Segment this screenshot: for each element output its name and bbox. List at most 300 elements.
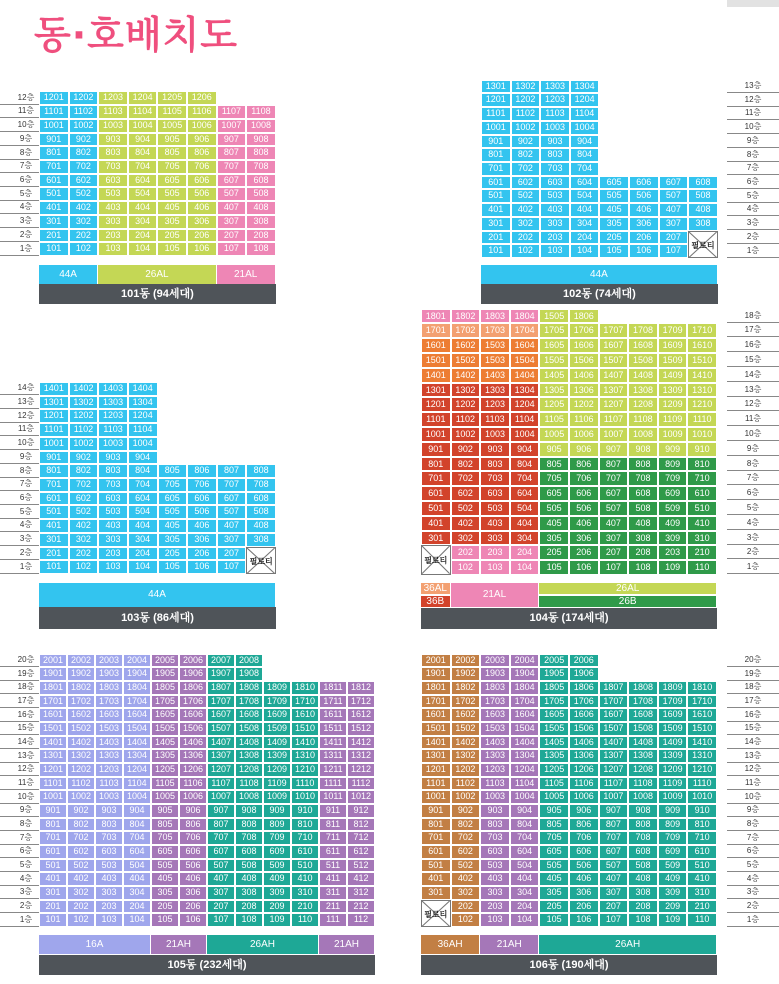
unit-type-bar: 44A: [481, 265, 718, 284]
unit-cell: 502: [511, 189, 541, 203]
unit-cell: 1003: [98, 119, 128, 133]
unit-type-bar: 36AL: [421, 583, 451, 594]
unit-type-bar: 16A: [39, 935, 151, 954]
unit-cell: 812: [347, 818, 375, 832]
unit-cell: 205: [158, 547, 188, 561]
unit-cell: 401: [39, 201, 69, 215]
unit-cell: 606: [629, 176, 659, 190]
floor-label: 10층: [727, 428, 779, 441]
unit-cell: 1610: [687, 338, 717, 353]
unit-cell: 707: [207, 831, 235, 845]
unit-cell: 105: [599, 244, 629, 258]
unit-cell: 803: [95, 818, 123, 832]
unit-cell: 307: [599, 886, 629, 900]
unit-cell: 1801: [39, 681, 67, 695]
unit-cell: 2003: [95, 654, 123, 668]
unit-cell: 105: [539, 913, 569, 927]
unit-cell: 110: [291, 913, 319, 927]
unit-cell: 101: [39, 242, 69, 256]
unit-cell: 610: [687, 486, 717, 501]
unit-cell: 1610: [291, 708, 319, 722]
unit-cell: 1201: [421, 397, 451, 412]
unit-cell: 1503: [480, 353, 510, 368]
unit-cell: 1503: [480, 338, 510, 353]
unit-cell: 1810: [687, 681, 717, 695]
unit-cell: 307: [217, 533, 247, 547]
unit-cell: 205: [539, 900, 569, 914]
floor-label: 3층: [0, 215, 52, 228]
unit-cell: 402: [451, 516, 481, 531]
floor-label: 15층: [727, 722, 779, 735]
unit-cell: 603: [540, 176, 570, 190]
unit-cell: 308: [246, 215, 276, 229]
building-label: 103동 (86세대): [39, 607, 276, 629]
unit-cell: 1202: [69, 91, 99, 105]
unit-cell: 1009: [263, 790, 291, 804]
unit-cell: 310: [687, 886, 717, 900]
unit-cell: 605: [539, 845, 569, 859]
unit-cell: 405: [157, 201, 187, 215]
unit-cell: 1710: [687, 695, 717, 709]
unit-cell: 104: [128, 560, 158, 574]
unit-cell: 1002: [67, 790, 95, 804]
unit-cell: 905: [157, 133, 187, 147]
unit-cell: 802: [451, 457, 481, 472]
unit-cell: 1410: [687, 368, 717, 383]
unit-cell: 211: [319, 900, 347, 914]
unit-cell: 1001: [39, 790, 67, 804]
unit-cell: 1502: [451, 722, 481, 736]
unit-cell: 1507: [207, 722, 235, 736]
unit-cell: 1012: [347, 790, 375, 804]
unit-cell: 405: [539, 516, 569, 531]
floor-label: 9층: [727, 804, 779, 817]
unit-cell: 2006: [569, 654, 599, 668]
unit-cell: 1511: [319, 722, 347, 736]
unit-cell: 910: [687, 442, 717, 457]
floor-label: 5층: [727, 190, 779, 203]
unit-cell: 105: [539, 560, 569, 575]
unit-cell: 202: [511, 231, 541, 245]
floor-label: 14층: [727, 736, 779, 749]
unit-cell: 604: [510, 486, 540, 501]
unit-cell: 803: [480, 457, 510, 472]
unit-cell: 903: [480, 804, 510, 818]
unit-cell: 510: [687, 501, 717, 516]
unit-cell: 1007: [599, 790, 629, 804]
unit-type-bar: 44A: [39, 583, 276, 607]
floor-label: 9층: [727, 135, 779, 148]
unit-cell: 408: [246, 201, 276, 215]
unit-cell: 1307: [599, 749, 629, 763]
unit-cell: 1503: [480, 722, 510, 736]
unit-cell: 108: [628, 913, 658, 927]
unit-cell: 906: [179, 804, 207, 818]
unit-cell: 908: [628, 804, 658, 818]
unit-cell: 1008: [235, 790, 263, 804]
unit-cell: 1410: [291, 736, 319, 750]
floor-label: 9층: [727, 443, 779, 456]
unit-cell: 607: [659, 176, 689, 190]
unit-cell: 2005: [539, 654, 569, 668]
unit-cell: 802: [69, 464, 99, 478]
unit-cell: 906: [187, 133, 217, 147]
unit-cell: 1602: [451, 708, 481, 722]
unit-cell: 606: [569, 845, 599, 859]
unit-cell: 904: [128, 451, 158, 465]
unit-cell: 310: [687, 531, 717, 546]
unit-cell: 1508: [628, 722, 658, 736]
unit-cell: 802: [67, 818, 95, 832]
unit-cell: 304: [510, 886, 540, 900]
unit-cell: 1902: [451, 667, 481, 681]
unit-cell: 910: [687, 804, 717, 818]
piloti-cell: [246, 547, 276, 574]
unit-cell: 901: [421, 804, 451, 818]
unit-cell: 1903: [480, 667, 510, 681]
unit-cell: 103: [480, 560, 510, 575]
unit-cell: 1504: [510, 722, 540, 736]
unit-cell: 204: [510, 900, 540, 914]
unit-cell: 1110: [687, 412, 717, 427]
unit-cell: 603: [98, 174, 128, 188]
unit-cell: 103: [98, 560, 128, 574]
unit-cell: 1906: [569, 667, 599, 681]
unit-cell: 208: [235, 900, 263, 914]
floor-label: 3층: [0, 533, 52, 546]
unit-cell: 1107: [217, 105, 247, 119]
unit-cell: 604: [510, 845, 540, 859]
unit-cell: 503: [480, 859, 510, 873]
unit-cell: 905: [539, 804, 569, 818]
unit-cell: 1907: [207, 667, 235, 681]
unit-cell: 704: [510, 831, 540, 845]
unit-cell: 207: [599, 545, 629, 560]
unit-cell: 704: [510, 471, 540, 486]
unit-cell: 1304: [510, 749, 540, 763]
unit-cell: 405: [158, 519, 188, 533]
unit-cell: 1505: [539, 309, 569, 324]
unit-cell: 1406: [179, 736, 207, 750]
unit-cell: 607: [599, 486, 629, 501]
unit-cell: 208: [628, 545, 658, 560]
unit-cell: 1608: [628, 338, 658, 353]
floor-label: 3층: [727, 217, 779, 230]
floor-label: 18층: [727, 681, 779, 694]
floor-label: 8층: [0, 147, 52, 160]
unit-cell: 901: [481, 135, 511, 149]
unit-cell: 510: [291, 859, 319, 873]
unit-cell: 1007: [217, 119, 247, 133]
unit-cell: 1709: [263, 695, 291, 709]
unit-cell: 1902: [67, 667, 95, 681]
unit-cell: 905: [539, 442, 569, 457]
unit-cell: 1605: [539, 338, 569, 353]
unit-cell: 2002: [451, 654, 481, 668]
unit-cell: 1111: [319, 777, 347, 791]
unit-cell: 901: [39, 133, 69, 147]
unit-cell: 709: [658, 831, 688, 845]
unit-cell: 703: [98, 160, 128, 174]
unit-cell: 1105: [157, 105, 187, 119]
unit-cell: 608: [235, 845, 263, 859]
unit-cell: 705: [151, 831, 179, 845]
unit-cell: 1201: [39, 91, 69, 105]
unit-cell: 902: [451, 442, 481, 457]
unit-type-bar: 21AH: [151, 935, 207, 954]
unit-cell: 608: [688, 176, 718, 190]
unit-cell: 1002: [451, 790, 481, 804]
unit-cell: 1304: [123, 749, 151, 763]
unit-cell: 1903: [95, 667, 123, 681]
unit-cell: 1010: [291, 790, 319, 804]
unit-cell: 1401: [421, 736, 451, 750]
unit-cell: 710: [687, 471, 717, 486]
unit-cell: 1005: [539, 427, 569, 442]
unit-cell: 402: [69, 201, 99, 215]
unit-cell: 605: [599, 176, 629, 190]
unit-cell: 1210: [687, 763, 717, 777]
unit-cell: 1608: [235, 708, 263, 722]
floor-label: 8층: [0, 818, 52, 831]
unit-cell: 404: [510, 872, 540, 886]
unit-cell: 207: [217, 229, 247, 243]
unit-cell: 903: [95, 804, 123, 818]
unit-cell: 1806: [179, 681, 207, 695]
unit-cell: 406: [187, 519, 217, 533]
unit-cell: 1605: [151, 708, 179, 722]
unit-cell: 1709: [658, 695, 688, 709]
unit-type-bar: 26AL: [98, 265, 216, 284]
unit-cell: 301: [39, 533, 69, 547]
unit-cell: 904: [128, 133, 158, 147]
unit-cell: 506: [569, 859, 599, 873]
unit-cell: 804: [128, 146, 158, 160]
unit-cell: 505: [539, 859, 569, 873]
unit-type-bar: 26AH: [539, 935, 717, 954]
floor-label: 10층: [0, 791, 52, 804]
unit-cell: 404: [570, 203, 600, 217]
unit-cell: 1102: [451, 412, 481, 427]
unit-cell: 1805: [151, 681, 179, 695]
unit-cell: 302: [69, 215, 99, 229]
unit-cell: 205: [599, 231, 629, 245]
unit-cell: 504: [510, 501, 540, 516]
unit-cell: 706: [187, 160, 217, 174]
unit-cell: 203: [98, 547, 128, 561]
unit-cell: 1901: [421, 667, 451, 681]
unit-cell: 407: [659, 203, 689, 217]
unit-cell: 701: [421, 831, 451, 845]
unit-cell: 101: [39, 913, 67, 927]
unit-cell: 1007: [599, 427, 629, 442]
unit-cell: 908: [246, 133, 276, 147]
unit-cell: 508: [246, 187, 276, 201]
floor-label: 20층: [727, 654, 779, 667]
floor-label: 8층: [727, 149, 779, 162]
floor-label: 8층: [727, 818, 779, 831]
unit-cell: 801: [421, 818, 451, 832]
unit-cell: 707: [217, 160, 247, 174]
unit-cell: 104: [510, 913, 540, 927]
unit-cell: 805: [157, 146, 187, 160]
unit-cell: 703: [95, 831, 123, 845]
unit-cell: 503: [98, 505, 128, 519]
unit-cell: 1102: [69, 105, 99, 119]
unit-cell: 803: [540, 148, 570, 162]
unit-cell: 104: [510, 560, 540, 575]
unit-cell: 808: [246, 146, 276, 160]
unit-cell: 103: [480, 913, 510, 927]
unit-cell: 303: [540, 217, 570, 231]
unit-cell: 305: [151, 886, 179, 900]
unit-cell: 1101: [39, 777, 67, 791]
unit-cell: 1112: [347, 777, 375, 791]
unit-cell: 1010: [687, 427, 717, 442]
unit-cell: 1706: [179, 695, 207, 709]
floor-label: 2층: [0, 900, 52, 913]
unit-cell: 502: [67, 859, 95, 873]
piloti-cell: [421, 900, 451, 927]
unit-cell: 602: [451, 486, 481, 501]
unit-cell: 210: [687, 900, 717, 914]
unit-cell: 808: [628, 818, 658, 832]
unit-cell: 108: [628, 560, 658, 575]
unit-cell: 1304: [510, 383, 540, 398]
unit-cell: 1407: [599, 736, 629, 750]
unit-cell: 1103: [98, 423, 128, 437]
unit-cell: 411: [319, 872, 347, 886]
unit-cell: 1301: [39, 749, 67, 763]
unit-cell: 306: [187, 533, 217, 547]
unit-cell: 1804: [510, 681, 540, 695]
unit-cell: 1202: [67, 763, 95, 777]
unit-cell: 1403: [480, 368, 510, 383]
unit-cell: 205: [157, 229, 187, 243]
unit-cell: 901: [421, 442, 451, 457]
unit-cell: 904: [510, 442, 540, 457]
unit-cell: 1202: [511, 93, 541, 107]
unit-cell: 805: [158, 464, 188, 478]
unit-cell: 308: [246, 533, 276, 547]
unit-cell: 1501: [421, 353, 451, 368]
unit-cell: 112: [347, 913, 375, 927]
floor-label: 1층: [0, 914, 52, 927]
unit-cell: 1609: [658, 708, 688, 722]
unit-cell: 1708: [628, 695, 658, 709]
unit-cell: 2001: [39, 654, 67, 668]
unit-cell: 602: [69, 174, 99, 188]
unit-cell: 1211: [319, 763, 347, 777]
unit-cell: 1304: [128, 396, 158, 410]
floor-label: 17층: [727, 695, 779, 708]
unit-cell: 1206: [187, 91, 217, 105]
unit-cell: 1005: [151, 790, 179, 804]
unit-cell: 508: [628, 501, 658, 516]
unit-cell: 302: [511, 217, 541, 231]
unit-cell: 1604: [510, 708, 540, 722]
unit-cell: 1502: [67, 722, 95, 736]
unit-cell: 207: [659, 231, 689, 245]
unit-cell: 102: [451, 913, 481, 927]
unit-cell: 1008: [628, 427, 658, 442]
unit-cell: 1806: [569, 309, 599, 324]
unit-cell: 106: [179, 913, 207, 927]
unit-cell: 904: [510, 804, 540, 818]
unit-cell: 601: [39, 174, 69, 188]
unit-cell: 408: [628, 516, 658, 531]
floor-label: 5층: [0, 859, 52, 872]
unit-type-bar: 36B: [421, 596, 451, 607]
unit-cell: 204: [128, 229, 158, 243]
unit-cell: 610: [291, 845, 319, 859]
unit-cell: 705: [539, 471, 569, 486]
unit-cell: 706: [569, 471, 599, 486]
unit-cell: 106: [187, 560, 217, 574]
unit-cell: 1204: [510, 397, 540, 412]
unit-type-bar: 44A: [39, 265, 98, 284]
floor-label: 13층: [0, 396, 52, 409]
unit-cell: 705: [157, 160, 187, 174]
unit-cell: 208: [246, 229, 276, 243]
unit-cell: 901: [39, 804, 67, 818]
unit-cell: 1701: [421, 695, 451, 709]
unit-cell: 408: [246, 519, 276, 533]
unit-cell: 102: [67, 913, 95, 927]
unit-cell: 1001: [481, 121, 511, 135]
unit-cell: 1004: [128, 119, 158, 133]
unit-cell: 1202: [451, 763, 481, 777]
unit-cell: 1607: [599, 708, 629, 722]
unit-cell: 1908: [235, 667, 263, 681]
unit-cell: 911: [319, 804, 347, 818]
unit-cell: 403: [98, 201, 128, 215]
unit-cell: 1310: [291, 749, 319, 763]
unit-cell: 105: [151, 913, 179, 927]
unit-cell: 803: [98, 464, 128, 478]
unit-cell: 601: [39, 492, 69, 506]
floor-label: 1층: [727, 561, 779, 574]
unit-cell: 1206: [569, 763, 599, 777]
unit-cell: 303: [98, 533, 128, 547]
unit-cell: 503: [98, 187, 128, 201]
unit-cell: 1011: [319, 790, 347, 804]
unit-cell: 903: [480, 442, 510, 457]
unit-cell: 308: [688, 217, 718, 231]
unit-cell: 103: [98, 242, 128, 256]
unit-cell: 1607: [207, 708, 235, 722]
floor-label: 4층: [0, 201, 52, 214]
unit-cell: 501: [421, 501, 451, 516]
unit-cell: 1506: [179, 722, 207, 736]
unit-cell: 706: [187, 478, 217, 492]
unit-cell: 208: [628, 900, 658, 914]
unit-cell: 1708: [235, 695, 263, 709]
floor-label: 10층: [727, 791, 779, 804]
unit-cell: 1703: [480, 695, 510, 709]
unit-cell: 303: [480, 531, 510, 546]
unit-cell: 701: [421, 471, 451, 486]
unit-cell: 806: [179, 818, 207, 832]
unit-cell: 1508: [235, 722, 263, 736]
unit-cell: 1001: [421, 790, 451, 804]
unit-cell: 311: [319, 886, 347, 900]
unit-cell: 204: [128, 547, 158, 561]
unit-cell: 206: [179, 900, 207, 914]
unit-cell: 603: [480, 845, 510, 859]
unit-cell: 1301: [481, 80, 511, 94]
unit-cell: 404: [510, 516, 540, 531]
